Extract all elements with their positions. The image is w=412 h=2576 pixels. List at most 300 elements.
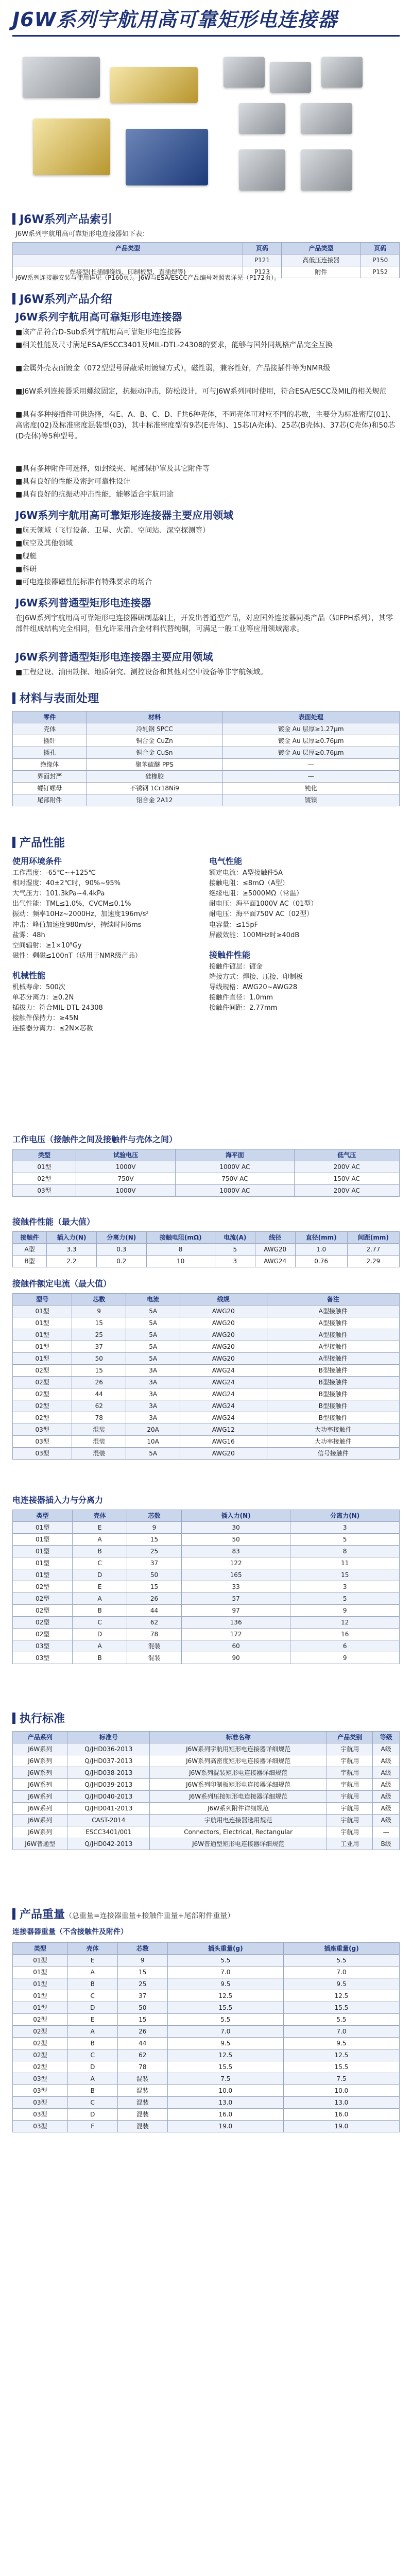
table-cell: A — [67, 2073, 117, 2085]
intro-p6: ■具有多种附件可选择，如封线夹、尾部保护罩及其它附件等 — [15, 465, 210, 473]
table-cell: CAST-2014 — [67, 1815, 150, 1826]
work-voltage-table: 类型 试验电压 海平面 低气压 01型 1000V 1000V AC 200V AC 02型 750V 750V AC 150V AC 03型 1000V 1000V AC 200V AC — [12, 1149, 400, 1197]
env-title: 使用环境条件 — [12, 856, 62, 866]
table-cell: 26 — [127, 1593, 182, 1605]
table-cell: 5A — [126, 1448, 180, 1460]
table-cell: 12.5 — [283, 1990, 399, 2002]
weight-sub: 连接器器重量（不含接触件及附件） — [12, 1928, 128, 1936]
table-cell: A型接触件 — [267, 1329, 399, 1341]
table-cell: 19.0 — [283, 2121, 399, 2132]
table-cell: 97 — [181, 1605, 290, 1617]
table-cell: B型接触件 — [267, 1412, 399, 1424]
table-cell: 03型 — [13, 1448, 72, 1460]
table-row — [13, 1546, 400, 1557]
table-cell: AWG20 — [180, 1329, 267, 1341]
table-row — [13, 1791, 400, 1803]
table-row — [13, 1767, 400, 1779]
table-row — [13, 2038, 400, 2049]
table-cell: A — [73, 1593, 127, 1605]
table-cell: A级 — [373, 1791, 400, 1803]
product-photos — [12, 52, 400, 206]
table-cell: 01型 — [13, 1557, 73, 1569]
table-cell: 57 — [181, 1593, 290, 1605]
table-cell: 8 — [290, 1546, 400, 1557]
table-cell: 02型 — [13, 2038, 68, 2049]
table-cell: 60 — [181, 1640, 290, 1652]
table-cell: 03型 — [13, 2073, 68, 2085]
intro-sub2: J6W系列宇航用高可靠矩形连接器主要应用领域 — [15, 509, 234, 521]
table-cell: 19.0 — [167, 2121, 283, 2132]
table-cell: 15 — [72, 1317, 126, 1329]
table-cell: AWG24 — [180, 1377, 267, 1388]
table-cell: 混装 — [117, 2109, 167, 2121]
table-row: 绝缘体 聚苯硫醚 PPS — — [13, 759, 400, 771]
table-cell: 02型 — [13, 1593, 73, 1605]
table-row — [13, 2073, 400, 2085]
table-cell: E — [67, 1955, 117, 1967]
table-row — [13, 2014, 400, 2026]
table-cell: C — [73, 1557, 127, 1569]
table-row: 尾部附件 铝合金 2A12 镀镍 — [13, 794, 400, 806]
table-cell: 01型 — [13, 1534, 73, 1546]
table-cell: 01型 — [13, 1306, 72, 1317]
perf-columns — [12, 855, 400, 1164]
table-cell: 7.0 — [283, 2026, 399, 2038]
connector-photo — [33, 118, 110, 175]
table-cell: 50 — [181, 1534, 290, 1546]
table-cell: 16 — [290, 1629, 400, 1640]
table-cell: — — [373, 1826, 400, 1838]
table-cell: J6W系列 — [13, 1743, 67, 1755]
weight-note: （总重量=连接器重量+接触件重量+尾部附件重量） — [65, 1912, 235, 1920]
table-cell: 15.5 — [283, 2002, 399, 2014]
table-cell: 3A — [126, 1388, 180, 1400]
table-cell: 5.5 — [283, 1955, 399, 1967]
table-cell: 03型 — [13, 2097, 68, 2109]
connector-photo — [321, 57, 363, 88]
table-cell: 混装 — [117, 2085, 167, 2097]
table-cell: 15 — [127, 1534, 182, 1546]
table-row — [13, 2097, 400, 2109]
table-cell: 9.5 — [167, 2038, 283, 2049]
table-cell: C — [67, 1990, 117, 2002]
table-cell: 02型 — [13, 2049, 68, 2061]
table-cell: 3A — [126, 1377, 180, 1388]
table-row: 螺钉螺母 不锈钢 1Cr18Ni9 钝化 — [13, 783, 400, 794]
col-header: 页码 — [243, 243, 282, 255]
table-cell: 02型 — [13, 1581, 73, 1593]
table-cell: Q/JHD038-2013 — [67, 1767, 150, 1779]
connector-photo — [224, 57, 265, 88]
table-cell: 15 — [290, 1569, 400, 1581]
table-cell: 44 — [117, 2038, 167, 2049]
table-cell: AWG24 — [180, 1412, 267, 1424]
table-cell: 宇航用 — [327, 1779, 373, 1791]
table-row — [13, 1377, 400, 1388]
col-header: 产品类型 — [281, 243, 361, 255]
heading-bar — [12, 692, 15, 704]
table-cell: 大功率接触件 — [267, 1424, 399, 1436]
table-cell: 12.5 — [167, 2049, 283, 2061]
table-cell: ESCC3401/001 — [67, 1826, 150, 1838]
connector-photo — [23, 57, 100, 98]
table-cell: 33 — [181, 1581, 290, 1593]
table-cell: B — [73, 1652, 127, 1664]
table-cell: 宇航用 — [327, 1826, 373, 1838]
table-cell: 03型 — [13, 1424, 72, 1436]
table-cell: 02型 — [13, 2026, 68, 2038]
heading-bar — [12, 293, 15, 304]
table-cell: 3A — [126, 1365, 180, 1377]
table-cell: 16.0 — [167, 2109, 283, 2121]
index-footnote: J6W系列连接器安装与使用详见（P160页）。J6W与ESA/ESCC产品编号对照表详见（P172页）。 — [15, 274, 280, 281]
table-cell: 9 — [127, 1522, 182, 1534]
table-row — [13, 1640, 400, 1652]
table-row — [13, 1388, 400, 1400]
table-row — [13, 1581, 400, 1593]
table-cell: 26 — [117, 2026, 167, 2038]
table-cell: 50 — [72, 1353, 126, 1365]
table-cell: 3A — [126, 1400, 180, 1412]
table-cell: Q/JHD039-2013 — [67, 1779, 150, 1791]
table-cell: A型接触件 — [267, 1341, 399, 1353]
material-heading: 材料与表面处理 — [12, 690, 99, 707]
table-cell: 83 — [181, 1546, 290, 1557]
perf-right: 电气性能 额定电流：A型接触件5A 接触电阻：≤8mΩ（A型） 绝缘电阻：≥5000MΩ（常温） 耐电压：海平面1000V AC（01型） 耐电压：海平面750V AC（02型） 电容量：≤15pF 屏蔽效能：100MHz时≥40dB 接触件性能 接触件镀层：镀金 端接方式：焊接、压接、印制板 导线规格：AWG20~AWG28 接触件直径：1.0mm 接触件间距：2.77mm — [209, 855, 400, 1013]
table-cell: 78 — [127, 1629, 182, 1640]
table-cell: AWG16 — [180, 1436, 267, 1448]
table-row — [13, 1593, 400, 1605]
separation-table: 类型 壳体 芯数 插入力(N) 分离力(N) 01型 E 9 30 3 01型 A 15 50 5 01型 B 25 83 8 01型 C 37 122 11 01型 D 50 165 15 02型 E 15 33 3 02型 A 26 57 5 02型 B 44 97 9 02型 C 62 136 12 02型 D 78 172 16 03型 A 混装 60 6 03型 B 混装 90 9 — [12, 1510, 400, 1664]
table-cell: 6 — [290, 1640, 400, 1652]
material-table: 零件 材料 表面处理 壳体 冷轧钢 SPCC 镀金 Au 层厚≥1.27μm 插针 铜合金 CuZn 镀金 Au 层厚≥0.76μm 插孔 铜合金 CuSn 镀金 Au 层厚≥0.76μm 绝缘体 聚苯硫醚 PPS — 界面封严 硅橡胶 — 螺钉螺母 不锈钢 1Cr18Ni9 钝化 尾部附件 铝合金 2A12 镀镍 — [12, 711, 400, 806]
table-row — [13, 2026, 400, 2038]
table-row — [13, 1838, 400, 1850]
table-cell: C — [67, 2097, 117, 2109]
table-cell: 5.5 — [167, 1955, 283, 1967]
table-cell: AWG24 — [180, 1400, 267, 1412]
table-row — [13, 2002, 400, 2014]
table-row: 01型 1000V 1000V AC 200V AC — [13, 1161, 400, 1173]
table-row: 界面封严 硅橡胶 — — [13, 771, 400, 783]
table-cell: 10A — [126, 1436, 180, 1448]
table-cell: A级 — [373, 1779, 400, 1791]
table-cell: 26 — [72, 1377, 126, 1388]
intro-p5: ■具有多种接插件可供选择，有E、A、B、C、D、F共6种壳体，不同壳体可对应不同的芯数，主要分为标准密度(01)、高密度(02)及标准密度混装型(03)，其中标准密度型有9芯(E壳体)、15芯(A壳体)、25芯(B壳体)、37芯(C壳体)和50芯(D壳体)等5种型号。 — [15, 411, 396, 440]
table-cell: 25 — [117, 1978, 167, 1990]
table-cell: 01型 — [13, 1990, 68, 2002]
table-cell: 9 — [72, 1306, 126, 1317]
intro-p8: ■具有良好的抗振动冲击性能，能够适合宇航用途 — [15, 490, 174, 499]
table-cell: Connectors, Electrical, Rectangular — [150, 1826, 327, 1838]
table-row — [13, 1978, 400, 1990]
table-row — [13, 1557, 400, 1569]
table-cell: 15.5 — [283, 2061, 399, 2073]
table-cell: 宇航用 — [327, 1767, 373, 1779]
table-cell: 9 — [290, 1652, 400, 1664]
table-cell: 混装 — [117, 2097, 167, 2109]
standards-heading: 执行标准 — [12, 1710, 65, 1727]
table-cell: J6W系列印制板矩形电连接器详细规范 — [150, 1779, 327, 1791]
table-cell: 01型 — [13, 1955, 68, 1967]
table-cell: B — [67, 1978, 117, 1990]
table-cell: 01型 — [13, 1317, 72, 1329]
table-row — [13, 1990, 400, 2002]
table-row: A型 3.3 0.3 8 5 AWG20 1.0 2.77 — [13, 1244, 400, 1256]
table-cell: 01型 — [13, 1569, 73, 1581]
table-cell: 25 — [127, 1546, 182, 1557]
table-row — [13, 2121, 400, 2132]
table-cell: Q/JHD037-2013 — [67, 1755, 150, 1767]
table-row: 壳体 冷轧钢 SPCC 镀金 Au 层厚≥1.27μm — [13, 723, 400, 735]
table-cell: 5A — [126, 1329, 180, 1341]
table-cell: A型接触件 — [267, 1306, 399, 1317]
page-title: J6W系列宇航用高可靠矩形电连接器 — [12, 8, 338, 31]
intro-p10: ■工程建设、油田勘探、地质研究、测控设备和其他对空中设备等非宇航领域。 — [15, 668, 268, 676]
table-cell: 13.0 — [167, 2097, 283, 2109]
table-row: P121 高低压连接器 P150 — [13, 255, 400, 266]
table-cell: 5.5 — [283, 2014, 399, 2026]
table-cell: 7.5 — [283, 2073, 399, 2085]
intro-app5: ■可电连接器磁性能标准有特殊要求的场合 — [15, 578, 152, 586]
table-cell: A级 — [373, 1743, 400, 1755]
table-cell: 50 — [117, 2002, 167, 2014]
table-cell: C — [67, 2049, 117, 2061]
table-cell: D — [67, 2109, 117, 2121]
table-cell: 宇航用电连接器选用规范 — [150, 1815, 327, 1826]
table-cell: A — [73, 1640, 127, 1652]
table-row — [13, 1743, 400, 1755]
intro-p9: 在J6W系列宇航用高可靠矩形电连接器研制基础上，开发出普通型产品，对应国外连接器同类产品（如FPH系列），其零部件组成结构完全相同，但允许采用合金材料代替纯铜，可满足一般工业等应用领域需求。 — [15, 614, 393, 633]
table-row — [13, 1826, 400, 1838]
intro-sub1: J6W系列宇航用高可靠矩形电连接器 — [15, 311, 182, 323]
table-cell: 02型 — [13, 1388, 72, 1400]
table-row — [13, 1967, 400, 1978]
table-cell: 5 — [290, 1593, 400, 1605]
table-cell: 30 — [181, 1522, 290, 1534]
table-cell: D — [73, 1569, 127, 1581]
table-cell: J6W系列 — [13, 1767, 67, 1779]
table-cell: 3 — [290, 1522, 400, 1534]
table-row — [13, 2061, 400, 2073]
table-cell: 15 — [127, 1581, 182, 1593]
table-row — [13, 1779, 400, 1791]
table-cell: 大功率接触件 — [267, 1436, 399, 1448]
table-cell: AWG20 — [180, 1448, 267, 1460]
table-cell: 9.5 — [283, 2038, 399, 2049]
table-cell: B — [73, 1546, 127, 1557]
table-cell: 25 — [72, 1329, 126, 1341]
intro-app2: ■航空及其他领域 — [15, 539, 73, 548]
table-row: 插针 铜合金 CuZn 镀金 Au 层厚≥0.76μm — [13, 735, 400, 747]
table-row — [13, 1424, 400, 1436]
table-cell: 5A — [126, 1353, 180, 1365]
table-cell: B级 — [373, 1838, 400, 1850]
table-cell: A — [67, 1967, 117, 1978]
table-cell: 165 — [181, 1569, 290, 1581]
table-cell: B — [67, 2085, 117, 2097]
table-cell: 02型 — [13, 1605, 73, 1617]
index-heading: J6W系列产品索引 — [12, 211, 112, 228]
contact-force-table: 接触件 插入力(N) 分离力(N) 接触电阻(mΩ) 电流(A) 线径 直径(mm) 间距(mm) A型 3.3 0.3 8 5 AWG20 1.0 2.77 B型 2.2 0.2 10 3 AWG24 0.76 2.29 — [12, 1231, 400, 1267]
connector-photo — [239, 103, 285, 134]
table-cell: 02型 — [13, 1617, 73, 1629]
rated-current-table: 型号 芯数 电流 线规 备注 01型 9 5A AWG20 A型接触件 01型 15 5A AWG20 A型接触件 01型 25 5A AWG20 A型接触件 01型 37 5A AWG20 A型接触件 01型 50 5A AWG20 A型接触件 02型 15 3A AWG24 B型接触件 02型 26 3A AWG24 B型接触件 02型 44 3A AWG24 B型接触件 02型 62 3A AWG24 B型接触件 02型 78 3A AWG24 B型接触件 03型 混装 20A AWG12 大功率接触件 03型 混装 10A AWG16 大功率接触件 03型 混装 5A AWG20 信号接触件 — [12, 1293, 400, 1460]
table-cell: E — [73, 1581, 127, 1593]
table-row — [13, 1436, 400, 1448]
intro-sub3: J6W系列普通型矩形电连接器 — [15, 597, 151, 609]
table-cell: 02型 — [13, 1400, 72, 1412]
table-cell: 10.0 — [283, 2085, 399, 2097]
table-cell: Q/JHD041-2013 — [67, 1803, 150, 1815]
table-row: 焊接型(长插脚绕线、印制板型、直插焊等) P123 附件 P152 — [13, 266, 400, 278]
intro-heading: J6W系列产品介绍 — [12, 291, 112, 308]
table-cell: 37 — [117, 1990, 167, 2002]
table-cell: A级 — [373, 1815, 400, 1826]
connector-photo — [270, 62, 311, 93]
table-cell: A — [67, 2026, 117, 2038]
table-cell: 03型 — [13, 2121, 68, 2132]
table-cell: 01型 — [13, 1341, 72, 1353]
table-cell: J6W系列高密度矩形电连接器详细规范 — [150, 1755, 327, 1767]
table-cell: 03型 — [13, 2085, 68, 2097]
table-cell: Q/JHD042-2013 — [67, 1838, 150, 1850]
contact-force-heading: 接触件性能（最大值） — [12, 1217, 95, 1227]
table-cell: 01型 — [13, 1522, 73, 1534]
table-cell: 03型 — [13, 1640, 73, 1652]
table-cell: AWG20 — [180, 1341, 267, 1353]
intro-p4: ■J6W系列连接器采用螺纹固定，抗振动冲击，防松设计，可与J6W系列同时使用，符合ESA/ESCC及MIL的相关规范 — [15, 387, 387, 396]
table-cell: J6W系列 — [13, 1755, 67, 1767]
table-row — [13, 1306, 400, 1317]
table-cell: 7.0 — [283, 1967, 399, 1978]
table-row — [13, 1534, 400, 1546]
table-row — [13, 1955, 400, 1967]
table-cell: 11 — [290, 1557, 400, 1569]
table-cell: 9.5 — [167, 1978, 283, 1990]
table-cell: 02型 — [13, 1365, 72, 1377]
table-row — [13, 1629, 400, 1640]
table-cell: AWG12 — [180, 1424, 267, 1436]
table-cell: 13.0 — [283, 2097, 399, 2109]
table-cell: J6W系列 — [13, 1791, 67, 1803]
table-cell: 15 — [72, 1365, 126, 1377]
table-cell: 宇航用 — [327, 1815, 373, 1826]
table-row: 02型 750V 750V AC 150V AC — [13, 1173, 400, 1185]
intro-app3: ■舰艇 — [15, 552, 37, 561]
table-cell: D — [73, 1629, 127, 1640]
table-cell: J6W普通型 — [13, 1838, 67, 1850]
table-cell: AWG20 — [180, 1306, 267, 1317]
table-row — [13, 1522, 400, 1534]
table-row — [13, 1617, 400, 1629]
table-row — [13, 1412, 400, 1424]
table-cell: A级 — [373, 1767, 400, 1779]
table-cell: 信号接触件 — [267, 1448, 399, 1460]
table-cell: A型接触件 — [267, 1353, 399, 1365]
weight-heading: 产品重量（总重量=连接器重量+接触件重量+尾部附件重量） — [12, 1906, 234, 1923]
perf-heading: 产品性能 — [12, 835, 65, 852]
table-cell: 3 — [290, 1581, 400, 1593]
table-row — [13, 1329, 400, 1341]
table-cell: 01型 — [13, 1546, 73, 1557]
table-cell: 02型 — [13, 1377, 72, 1388]
connector-photo — [239, 149, 285, 191]
table-cell: 宇航用 — [327, 1755, 373, 1767]
table-cell: 62 — [72, 1400, 126, 1412]
table-cell: 5 — [290, 1534, 400, 1546]
table-cell: B型接触件 — [267, 1377, 399, 1388]
perf-left: 使用环境条件 工作温度：-65℃~+125℃ 相对湿度：40±2℃时，90%~95% 大气压力：101.3kPa~4.4kPa 出气性能：TML≤1.0%，CVCM≤0.1% 振动：频率10Hz~2000Hz，加速度196m/s² 冲击：峰值加速度980m/s²，持续时间6ms 盐雾：48h 空间辐射：≥1×10⁵Gy 磁性：剩磁≤100nT（适用于NMR级产品） 机械性能 机械寿命：500次 单芯分离力：≥0.2N 插拔力：符合MIL-DTL-24308 接触件保持力：≥45N 连接器分离力：≤2N×芯数 — [12, 855, 203, 1035]
table-cell: 03型 — [13, 1652, 73, 1664]
table-cell: 混装 — [72, 1436, 126, 1448]
table-cell: 62 — [127, 1617, 182, 1629]
table-cell: Q/JHD036-2013 — [67, 1743, 150, 1755]
table-cell: 9 — [117, 1955, 167, 1967]
connector-photo — [301, 149, 352, 191]
connector-photo — [126, 129, 208, 185]
table-cell: A — [73, 1534, 127, 1546]
table-cell: 7.5 — [167, 2073, 283, 2085]
table-cell: 12.5 — [283, 2049, 399, 2061]
table-cell: 01型 — [13, 1967, 68, 1978]
intro-app4: ■科研 — [15, 565, 37, 573]
table-cell: 02型 — [13, 1629, 73, 1640]
index-note: J6W系列宇航用高可靠矩形电连接器如下表： — [15, 230, 149, 238]
table-cell: J6W系列压接矩形电连接器详细规范 — [150, 1791, 327, 1803]
table-cell: 12 — [290, 1617, 400, 1629]
table-cell: 混装 — [127, 1640, 182, 1652]
table-cell: 10.0 — [167, 2085, 283, 2097]
heading-bar — [12, 1713, 15, 1724]
table-cell: 5A — [126, 1341, 180, 1353]
table-row — [13, 1317, 400, 1329]
work-voltage-heading: 工作电压（接触件之间及接触件与壳体之间） — [12, 1134, 178, 1144]
table-cell: 12.5 — [167, 1990, 283, 2002]
table-cell: 3A — [126, 1412, 180, 1424]
table-cell: J6W系列混装矩形电连接器详细规范 — [150, 1767, 327, 1779]
table-cell: 宇航用 — [327, 1803, 373, 1815]
table-row — [13, 2049, 400, 2061]
table-cell: 78 — [117, 2061, 167, 2073]
table-cell: 混装 — [72, 1424, 126, 1436]
table-cell: AWG20 — [180, 1317, 267, 1329]
table-row — [13, 1448, 400, 1460]
table-cell: 工业用 — [327, 1838, 373, 1850]
table-cell: 混装 — [127, 1652, 182, 1664]
table-cell: 37 — [72, 1341, 126, 1353]
table-cell: 62 — [117, 2049, 167, 2061]
intro-p1: ■该产品符合D-Sub系列宇航用高可靠矩形电连接器 — [15, 328, 181, 336]
intro-p3: ■金属外壳表面镀金（072型型号屏蔽采用镀镍方式），磁性弱，兼容性好，产品接插件等为NMR级 — [15, 364, 331, 372]
rated-current-heading: 接触件额定电流（最大值） — [12, 1279, 112, 1289]
table-cell: AWG24 — [180, 1388, 267, 1400]
col-header: 产品类型 — [13, 243, 243, 255]
table-cell: B型接触件 — [267, 1388, 399, 1400]
table-cell: J6W系列 — [13, 1815, 67, 1826]
table-cell: B型接触件 — [267, 1365, 399, 1377]
table-cell: 15.5 — [167, 2002, 283, 2014]
standards-table: 产品系列 标准号 标准名称 产品类别 等级 J6W系列 Q/JHD036-2013 J6W系列宇航用矩形电连接器详细规范 宇航用 A级 J6W系列 Q/JHD037-2013 J6W系列高密度矩形电连接器详细规范 宇航用 A级 J6W系列 Q/JHD038-2013 J6W系列混装矩形电连接器详细规范 宇航用 A级 J6W系列 Q/JHD039-2013 J6W系列印制板矩形电连接器详细规范 宇航用 A级 J6W系列 Q/JHD040-2013 J6W系列压接矩形电连接器详细规范 宇航用 A级 J6W系列 Q/JHD041-2013 J6W系列附件详细规范 宇航用 A级 J6W系列 CAST-2014 宇航用电连接器选用规范 宇航用 A级 J6W系列 ESCC3401/001 Connectors, Electrical, Rectangular 宇航用 — J6W普通型 Q/JHD042-2013 J6W普通型矩形电连接器详细规范 工业用 B级 — [12, 1731, 400, 1850]
table-row — [13, 1341, 400, 1353]
table-cell: 02型 — [13, 1412, 72, 1424]
table-cell: 44 — [72, 1388, 126, 1400]
table-cell: AWG24 — [180, 1365, 267, 1377]
table-cell: E — [67, 2014, 117, 2026]
table-row — [13, 1569, 400, 1581]
table-cell: 01型 — [13, 1978, 68, 1990]
table-cell: 136 — [181, 1617, 290, 1629]
